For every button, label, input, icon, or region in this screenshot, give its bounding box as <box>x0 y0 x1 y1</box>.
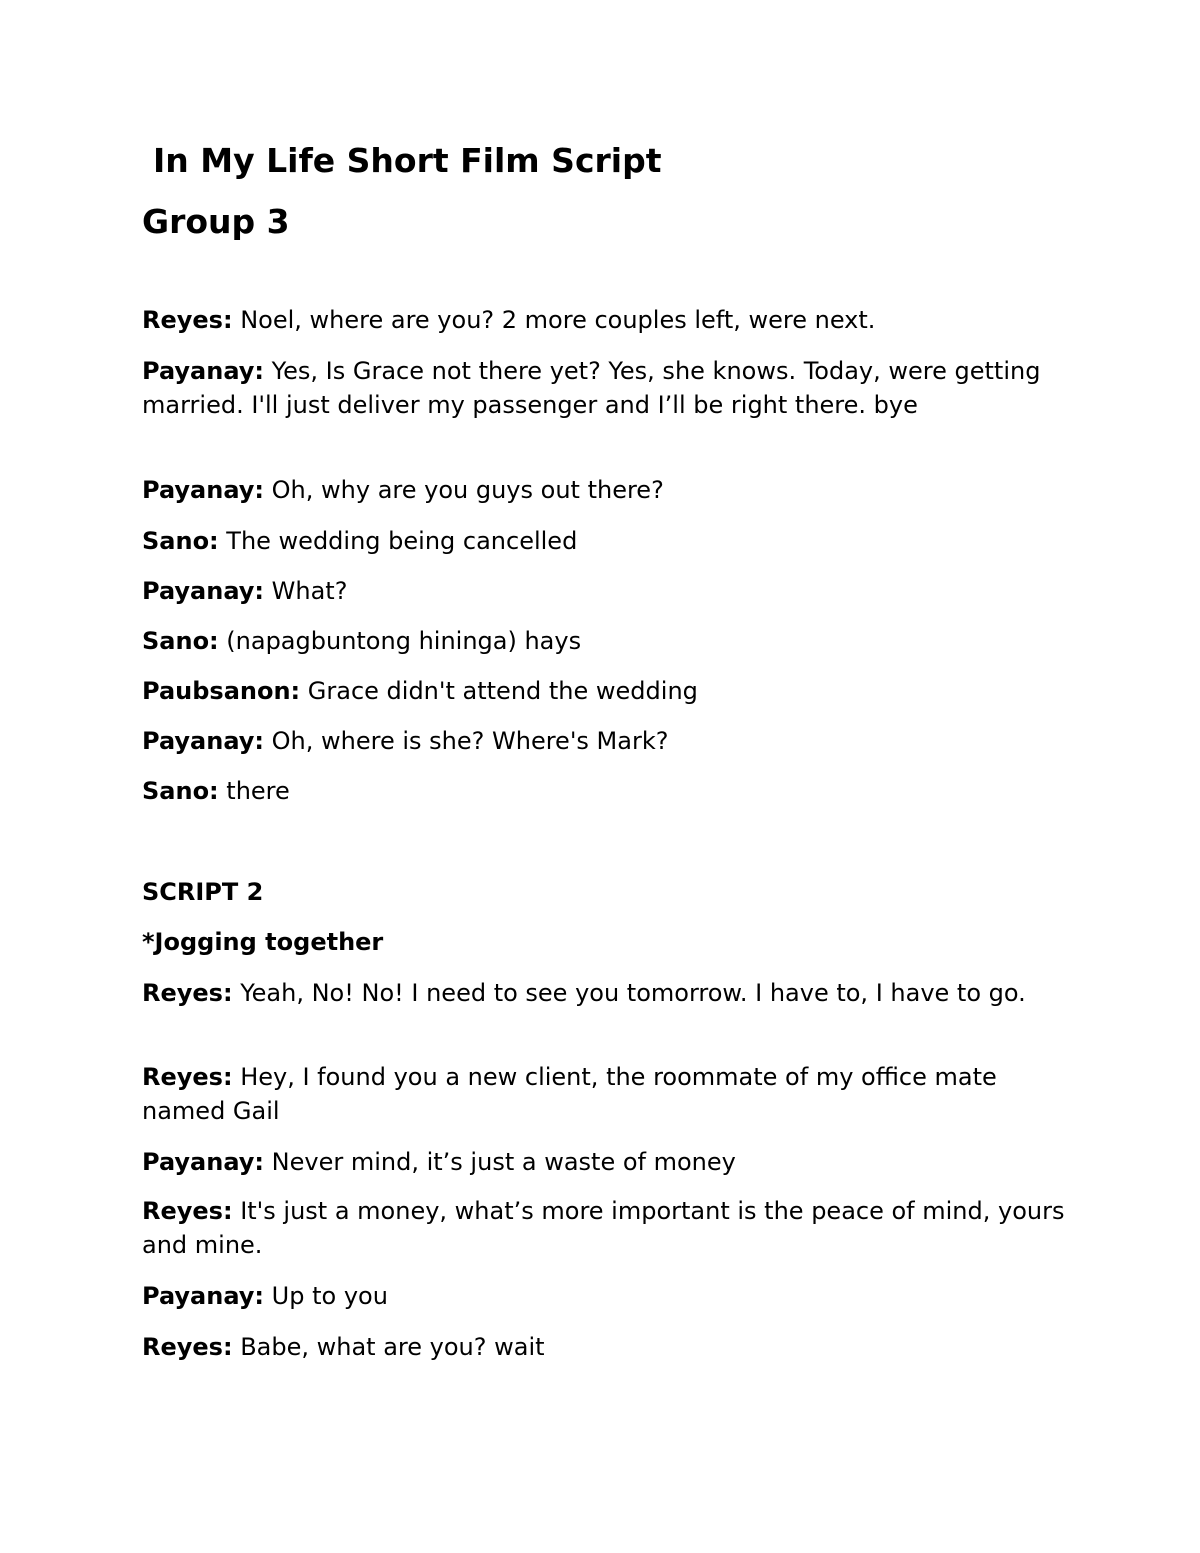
dialogue-line <box>142 624 1072 658</box>
speaker-name: Payanay: <box>142 577 265 605</box>
dialogue-line <box>142 1145 1072 1179</box>
dialogue-text: It's just a money, what’s more important is the peace of mind, yours and mine. <box>142 1197 1065 1259</box>
dialogue-text: The wedding being cancelled <box>218 527 578 555</box>
dialogue-line <box>142 1330 1072 1364</box>
section-heading: SCRIPT 2 <box>142 878 264 906</box>
speaker-name: Payanay: <box>142 1148 265 1176</box>
speaker-name: Sano: <box>142 627 219 655</box>
speaker-name: Sano: <box>142 777 219 805</box>
dialogue-line <box>142 524 1072 558</box>
speaker-name: Sano: <box>142 527 219 555</box>
document-subtitle: Group 3 <box>142 202 290 241</box>
speaker-name: Payanay: <box>142 727 265 755</box>
dialogue-line <box>142 1279 1072 1313</box>
dialogue-text: Never mind, it’s just a waste of money <box>264 1148 736 1176</box>
dialogue-text: Up to you <box>264 1282 388 1310</box>
speaker-name: Payanay: <box>142 476 265 504</box>
dialogue-text: there <box>218 777 290 805</box>
dialogue-text: Grace didn't attend the wedding <box>300 677 698 705</box>
dialogue-line <box>142 574 1072 608</box>
dialogue-line <box>142 774 1072 808</box>
dialogue-text: Yeah, No! No! I need to see you tomorrow. I have to, I have to go. <box>232 979 1026 1007</box>
dialogue-text: Noel, where are you? 2 more couples left, were next. <box>232 306 876 334</box>
scene-direction: *Jogging together <box>142 928 384 956</box>
dialogue-line <box>142 1194 1072 1262</box>
speaker-name: Reyes: <box>142 1333 233 1361</box>
dialogue-text: Oh, where is she? Where's Mark? <box>264 727 669 755</box>
speaker-name: Reyes: <box>142 306 233 334</box>
document-title: In My Life Short Film Script <box>153 141 662 180</box>
dialogue-line <box>142 724 1072 758</box>
dialogue-text: What? <box>264 577 348 605</box>
dialogue-line <box>142 1060 1072 1128</box>
dialogue-text: Hey, I found you a new client, the roommate of my office mate named Gail <box>142 1063 997 1125</box>
dialogue-line <box>142 473 1072 507</box>
speaker-name: Paubsanon: <box>142 677 301 705</box>
dialogue-text: Yes, Is Grace not there yet? Yes, she knows. Today, were getting married. I'll just deliver my passenger and I’ll be right there. bye <box>142 357 1041 419</box>
dialogue-line <box>142 303 1072 337</box>
dialogue-line <box>142 976 1072 1010</box>
dialogue-text: Oh, why are you guys out there? <box>264 476 664 504</box>
dialogue-text: Babe, what are you? wait <box>232 1333 545 1361</box>
speaker-name: Payanay: <box>142 357 265 385</box>
speaker-name: Payanay: <box>142 1282 265 1310</box>
speaker-name: Reyes: <box>142 1197 233 1225</box>
dialogue-text: (napagbuntong hininga) hays <box>218 627 582 655</box>
dialogue-line <box>142 674 1072 708</box>
dialogue-line <box>142 354 1072 422</box>
speaker-name: Reyes: <box>142 979 233 1007</box>
speaker-name: Reyes: <box>142 1063 233 1091</box>
